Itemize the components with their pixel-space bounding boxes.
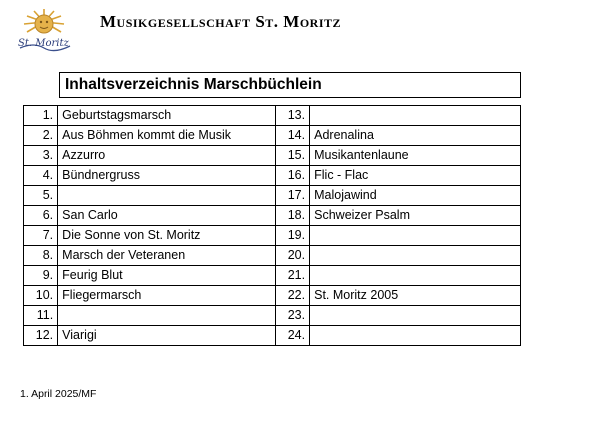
toc-right-number: 15. — [275, 146, 309, 166]
toc-left-number: 8. — [24, 246, 58, 266]
toc-row — [24, 146, 521, 166]
toc-row — [24, 326, 521, 346]
toc-right-title: St. Moritz 2005 — [310, 286, 521, 306]
toc-row — [24, 286, 521, 306]
toc-right-title: Flic - Flac — [310, 166, 521, 186]
toc-right-number: 16. — [275, 166, 309, 186]
toc-left-number: 4. — [24, 166, 58, 186]
toc-row — [24, 166, 521, 186]
toc-right-number: 13. — [275, 106, 309, 126]
toc-left-title: Geburtstagsmarsch — [58, 106, 276, 126]
toc-left-number: 5. — [24, 186, 58, 206]
toc-table — [23, 105, 521, 346]
toc-left-number: 9. — [24, 266, 58, 286]
toc-left-title: Feurig Blut — [58, 266, 276, 286]
toc-left-number: 2. — [24, 126, 58, 146]
toc-row — [24, 186, 521, 206]
toc-right-title — [310, 106, 521, 126]
toc-right-number: 18. — [275, 206, 309, 226]
toc-left-number: 1. — [24, 106, 58, 126]
document-title: Inhaltsverzeichnis Marschbüchlein — [59, 72, 521, 98]
toc-right-number: 24. — [275, 326, 309, 346]
toc-left-number: 11. — [24, 306, 58, 326]
toc-right-number: 20. — [275, 246, 309, 266]
toc-row — [24, 206, 521, 226]
toc-left-title: Aus Böhmen kommt die Musik — [58, 126, 276, 146]
toc-right-number: 22. — [275, 286, 309, 306]
toc-left-title — [58, 186, 276, 206]
logo-text: St. Moritz — [18, 38, 69, 49]
toc-left-title: San Carlo — [58, 206, 276, 226]
toc-left-title: Marsch der Veteranen — [58, 246, 276, 266]
toc-right-number: 19. — [275, 226, 309, 246]
toc-left-number: 10. — [24, 286, 58, 306]
toc-left-title: Bündnergruss — [58, 166, 276, 186]
toc-right-title — [310, 306, 521, 326]
toc-left-title — [58, 306, 276, 326]
toc-right-number: 23. — [275, 306, 309, 326]
toc-left-number: 7. — [24, 226, 58, 246]
sun-logo-icon — [14, 8, 76, 58]
toc-left-title: Fliegermarsch — [58, 286, 276, 306]
toc-left-number: 6. — [24, 206, 58, 226]
toc-right-title — [310, 246, 521, 266]
toc-row — [24, 246, 521, 266]
toc-right-title — [310, 326, 521, 346]
toc-right-number: 21. — [275, 266, 309, 286]
toc-row — [24, 126, 521, 146]
toc-row — [24, 266, 521, 286]
organization-name: Musikgesellschaft St. Moritz — [100, 12, 342, 31]
toc-right-title: Musikantenlaune — [310, 146, 521, 166]
toc-left-title: Viarigi — [58, 326, 276, 346]
document-footer: 1. April 2025/MF — [20, 388, 97, 400]
toc-left-number: 12. — [24, 326, 58, 346]
toc-row — [24, 306, 521, 326]
toc-left-title: Azzurro — [58, 146, 276, 166]
toc-right-title — [310, 266, 521, 286]
toc-right-title — [310, 226, 521, 246]
toc-row — [24, 226, 521, 246]
toc-right-title: Schweizer Psalm — [310, 206, 521, 226]
toc-right-title: Adrenalina — [310, 126, 521, 146]
toc-right-title: Malojawind — [310, 186, 521, 206]
toc-left-title: Die Sonne von St. Moritz — [58, 226, 276, 246]
toc-right-number: 14. — [275, 126, 309, 146]
toc-right-number: 17. — [275, 186, 309, 206]
toc-row — [24, 106, 521, 126]
toc-left-number: 3. — [24, 146, 58, 166]
